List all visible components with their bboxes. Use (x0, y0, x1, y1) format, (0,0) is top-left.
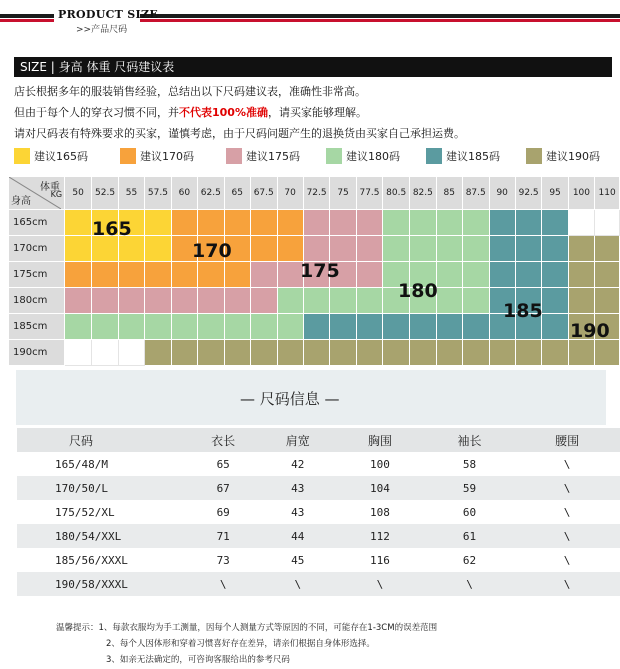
size-info-cell: 108 (335, 500, 425, 524)
grid-cell (568, 210, 595, 236)
grid-cell (65, 288, 92, 314)
legend-label: 建议185码 (446, 150, 500, 163)
size-info-cell: 60 (425, 500, 514, 524)
legend-swatch (526, 148, 542, 164)
grid-cell (330, 236, 356, 262)
size-info-cell: 73 (186, 548, 261, 572)
grid-cell (330, 210, 356, 236)
grid-cell (330, 340, 356, 366)
grid-cell (145, 288, 172, 314)
grid-cell (303, 210, 330, 236)
size-info-title: — 尺码信息 — (240, 390, 340, 408)
size-info-cell: 165/48/M (17, 452, 186, 476)
grid-cell (197, 340, 224, 366)
grid-cell (118, 314, 144, 340)
grid-cell (515, 262, 542, 288)
size-info-row (17, 524, 620, 548)
size-info-cell: 65 (186, 452, 261, 476)
grid-cell (92, 314, 119, 340)
grid-cell (65, 236, 92, 262)
grid-cell (356, 210, 383, 236)
size-info-cell: 42 (260, 452, 335, 476)
size-info-cell: 59 (425, 476, 514, 500)
page-subtitle: >>产品尺码 (76, 25, 128, 35)
legend-label: 建议190码 (546, 150, 600, 163)
grid-cell (542, 262, 568, 288)
grid-cell (92, 288, 119, 314)
legend-swatch (226, 148, 242, 164)
size-info-header-cell: 尺码 (17, 428, 186, 452)
grid-cell (92, 340, 119, 366)
size-info-cell: \ (260, 572, 335, 596)
note-line-1: 店长根据多年的服装销售经验，总结出以下尺码建议表，准确性非常高。 (14, 85, 366, 98)
size-info-cell: \ (186, 572, 261, 596)
grid-cell (145, 314, 172, 340)
grid-cell (224, 262, 250, 288)
weight-header: 100 (568, 177, 595, 210)
size-info-cell: 170/50/L (17, 476, 186, 500)
grid-cell (595, 340, 620, 366)
grid-cell (410, 236, 437, 262)
grid-cell (303, 314, 330, 340)
legend-item (426, 148, 500, 164)
grid-cell (356, 236, 383, 262)
grid-cell (145, 262, 172, 288)
size-info-row (17, 548, 620, 572)
grid-cell (542, 340, 568, 366)
legend-label: 建议180码 (346, 150, 400, 163)
size-info-cell: 67 (186, 476, 261, 500)
grid-cell (356, 288, 383, 314)
grid-cell (383, 314, 410, 340)
grid-cell (436, 236, 462, 262)
grid-cell (489, 236, 515, 262)
weight-header: 77.5 (356, 177, 383, 210)
grid-cell (250, 262, 277, 288)
grid-cell (277, 340, 303, 366)
size-zone-label: 170 (192, 240, 232, 262)
weight-header: 70 (277, 177, 303, 210)
grid-cell (462, 210, 489, 236)
size-zone-label: 165 (92, 218, 132, 240)
size-info-cell: \ (514, 476, 620, 500)
footer-tip-text: 1、每款衣服均为手工测量，因每个人测量方式等原因的不同，可能存在1-3CM的误差范围 (98, 623, 438, 633)
legend-label: 建议170码 (140, 150, 194, 163)
grid-cell (145, 236, 172, 262)
size-info-cell: 112 (335, 524, 425, 548)
grid-cell (568, 288, 595, 314)
corner-height-label: 身高 (11, 196, 31, 207)
note-line-3: 请对尺码表有特殊要求的买家，谨慎考虑，由于尺码问题产生的退换货由买家自己承担运费。 (14, 127, 465, 140)
weight-header: 50 (65, 177, 92, 210)
size-info-cell: 43 (260, 500, 335, 524)
grid-cell (356, 262, 383, 288)
grid-cell (171, 210, 197, 236)
grid-cell (436, 314, 462, 340)
grid-cell (595, 262, 620, 288)
note-line-2-a: 但由于每个人的穿衣习惯不同，并 (14, 106, 179, 119)
grid-cell (595, 236, 620, 262)
size-info-cell: 116 (335, 548, 425, 572)
grid-corner (9, 177, 65, 210)
grid-cell (330, 314, 356, 340)
size-info-cell: 58 (425, 452, 514, 476)
grid-cell (303, 340, 330, 366)
weight-header: 67.5 (250, 177, 277, 210)
grid-cell (224, 314, 250, 340)
grid-cell (383, 210, 410, 236)
grid-cell (65, 340, 92, 366)
grid-cell (542, 236, 568, 262)
note-line-2 (14, 104, 367, 120)
grid-cell (489, 210, 515, 236)
legend-label: 建议175码 (246, 150, 300, 163)
grid-cell (595, 288, 620, 314)
grid-cell (489, 262, 515, 288)
weight-header: 110 (595, 177, 620, 210)
legend-item (14, 148, 88, 164)
size-info-header-cell: 肩宽 (260, 428, 335, 452)
grid-cell (568, 340, 595, 366)
grid-cell (145, 210, 172, 236)
weight-header: 80.5 (383, 177, 410, 210)
weight-header: 92.5 (515, 177, 542, 210)
legend-swatch (14, 148, 30, 164)
size-info-cell: 104 (335, 476, 425, 500)
legend-item (226, 148, 300, 164)
grid-cell (197, 314, 224, 340)
grid-cell (383, 340, 410, 366)
height-header: 165cm (9, 210, 65, 236)
weight-header: 55 (118, 177, 144, 210)
grid-cell (568, 262, 595, 288)
size-info-cell: 69 (186, 500, 261, 524)
size-banner (14, 57, 612, 77)
height-header: 170cm (9, 236, 65, 262)
grid-cell (65, 314, 92, 340)
grid-cell (303, 236, 330, 262)
grid-cell (224, 288, 250, 314)
grid-cell (118, 340, 144, 366)
weight-header: 72.5 (303, 177, 330, 210)
grid-cell (436, 340, 462, 366)
size-info-cell: \ (335, 572, 425, 596)
size-info-row (17, 452, 620, 476)
legend-swatch (326, 148, 342, 164)
grid-cell (197, 210, 224, 236)
size-info-cell: 190/58/XXXL (17, 572, 186, 596)
grid-cell (489, 340, 515, 366)
grid-cell (197, 262, 224, 288)
weight-header: 75 (330, 177, 356, 210)
grid-cell (65, 210, 92, 236)
grid-cell (356, 314, 383, 340)
grid-cell (410, 314, 437, 340)
size-info-cell: \ (514, 572, 620, 596)
grid-cell (171, 288, 197, 314)
grid-cell (250, 210, 277, 236)
footer-tip-3: 3、如亲无法确定的，可咨询客服给出的参考尺码 (106, 655, 290, 665)
size-info-cell: 180/54/XXL (17, 524, 186, 548)
size-info-row (17, 476, 620, 500)
grid-cell (410, 210, 437, 236)
grid-cell (436, 210, 462, 236)
weight-header: 57.5 (145, 177, 172, 210)
weight-header: 62.5 (197, 177, 224, 210)
size-info-cell: 62 (425, 548, 514, 572)
size-info-cell: \ (425, 572, 514, 596)
grid-cell (145, 340, 172, 366)
corner-kg-label: KG (50, 190, 63, 199)
weight-header: 95 (542, 177, 568, 210)
size-info-row (17, 500, 620, 524)
grid-cell (277, 210, 303, 236)
grid-cell (595, 210, 620, 236)
grid-cell (118, 262, 144, 288)
size-info-cell: 100 (335, 452, 425, 476)
grid-cell (250, 288, 277, 314)
grid-cell (224, 340, 250, 366)
footer-prefix: 温馨提示： (56, 623, 99, 633)
footer-tips (56, 621, 437, 669)
size-info-cell: 45 (260, 548, 335, 572)
weight-header: 87.5 (462, 177, 489, 210)
weight-header: 65 (224, 177, 250, 210)
size-info-cell: 175/52/XL (17, 500, 186, 524)
size-info-table (17, 428, 620, 596)
size-info-cell: 61 (425, 524, 514, 548)
grid-cell (277, 236, 303, 262)
grid-cell (277, 314, 303, 340)
height-header: 175cm (9, 262, 65, 288)
size-info-header-cell: 腰围 (514, 428, 620, 452)
grid-cell (224, 210, 250, 236)
footer-tip-2: 2、每个人因体形和穿着习惯喜好存在差异，请亲们根据自身体形选择。 (106, 639, 375, 649)
grid-cell (542, 210, 568, 236)
size-info-header-row (17, 428, 620, 452)
size-info-header-cell: 衣长 (186, 428, 261, 452)
weight-header: 85 (436, 177, 462, 210)
grid-cell (462, 340, 489, 366)
grid-cell (383, 236, 410, 262)
grid-cell (410, 340, 437, 366)
note-line-2-warning: 不代表100%准确 (179, 106, 268, 119)
grid-cell (542, 288, 568, 314)
legend-item (526, 148, 600, 164)
grid-cell (568, 236, 595, 262)
note-line-2-b: ，请买家能够理解。 (267, 106, 367, 119)
grid-cell (171, 340, 197, 366)
page-title: PRODUCT SIZE (58, 8, 159, 21)
legend-label: 建议165码 (34, 150, 88, 163)
size-info-cell: 44 (260, 524, 335, 548)
size-info-header-cell: 胸围 (335, 428, 425, 452)
height-header: 190cm (9, 340, 65, 366)
grid-cell (250, 340, 277, 366)
size-info-cell: \ (514, 548, 620, 572)
legend-swatch (426, 148, 442, 164)
grid-cell (250, 314, 277, 340)
size-zone-label: 180 (398, 280, 438, 302)
size-info-header-cell: 袖长 (425, 428, 514, 452)
footer-tip-1 (56, 621, 437, 637)
grid-cell (171, 314, 197, 340)
grid-cell (92, 262, 119, 288)
grid-cell (462, 314, 489, 340)
size-zone-label: 175 (300, 260, 340, 282)
grid-cell (542, 314, 568, 340)
legend-item (120, 148, 194, 164)
grid-cell (356, 340, 383, 366)
grid-cell (65, 262, 92, 288)
size-info-row (17, 572, 620, 596)
height-header: 185cm (9, 314, 65, 340)
grid-cell (462, 262, 489, 288)
grid-cell (515, 236, 542, 262)
size-info-cell: 71 (186, 524, 261, 548)
grid-cell (515, 340, 542, 366)
grid-cell (303, 288, 330, 314)
grid-cell (277, 288, 303, 314)
grid-cell (515, 210, 542, 236)
legend-swatch (120, 148, 136, 164)
size-info-cell: 185/56/XXXL (17, 548, 186, 572)
grid-cell (436, 288, 462, 314)
grid-cell (171, 262, 197, 288)
weight-header: 82.5 (410, 177, 437, 210)
size-zone-label: 190 (570, 320, 610, 342)
grid-cell (118, 288, 144, 314)
grid-cell (330, 288, 356, 314)
weight-header: 90 (489, 177, 515, 210)
corner-weight-label: 体重 (40, 182, 61, 193)
grid-cell (462, 236, 489, 262)
size-info-cell: \ (514, 452, 620, 476)
size-info-cell: \ (514, 524, 620, 548)
weight-header: 60 (171, 177, 197, 210)
size-info-cell: 43 (260, 476, 335, 500)
legend-item (326, 148, 400, 164)
size-info-cell: \ (514, 500, 620, 524)
size-banner-text: SIZE | 身高 体重 尺码建议表 (20, 60, 175, 74)
grid-cell (197, 288, 224, 314)
grid-cell (462, 288, 489, 314)
grid-cell (250, 236, 277, 262)
height-header: 180cm (9, 288, 65, 314)
size-zone-label: 185 (503, 300, 543, 322)
weight-header: 52.5 (92, 177, 119, 210)
grid-cell (436, 262, 462, 288)
